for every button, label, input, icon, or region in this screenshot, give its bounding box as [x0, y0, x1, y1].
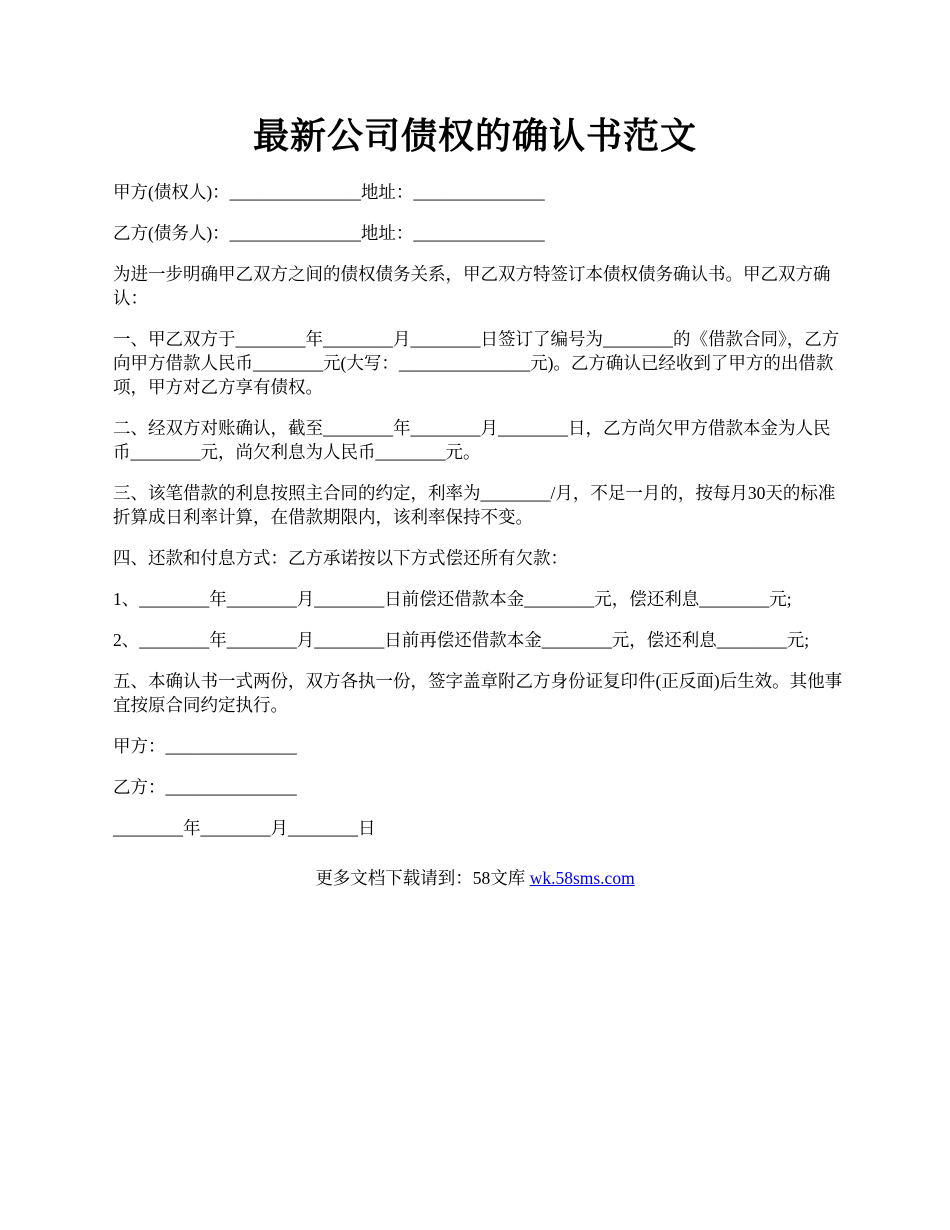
clause-3: 三、该笔借款的利息按照主合同的约定，利率为________/月，不足一月的，按每月30天的标准折算成日利率计算，在借款期限内，该利率保持不变。: [113, 483, 836, 527]
clause-2: 二、经双方对账确认，截至________年________月________日，乙方尚欠甲方借款本金为人民币________元，尚欠利息为人民币________元。: [113, 418, 831, 462]
signature-party-b: 乙方：_______________: [113, 777, 297, 797]
clause-5: 五、本确认书一式两份，双方各执一份，签字盖章附乙方身份证复印件(正反面)后生效。其他事宜按原合同约定执行。: [113, 671, 843, 715]
signature-date: ________年________月________日: [113, 818, 376, 838]
download-footer: [0, 866, 950, 890]
footer-prefix: 更多文档下载请到：58文库: [315, 868, 526, 888]
footer-link[interactable]: wk.58sms.com: [529, 868, 635, 888]
document-title: 最新公司债权的确认书范文: [252, 116, 697, 157]
signature-party-a: 甲方：_______________: [113, 736, 297, 756]
clause-4: 四、还款和付息方式：乙方承诺按以下方式偿还所有欠款：: [113, 548, 568, 568]
intro-paragraph: 为进一步明确甲乙双方之间的债权债务关系，甲乙双方特签订本债权债务确认书。甲乙双方确认：: [113, 264, 831, 308]
clause-1: 一、甲乙双方于________年________月________日签订了编号为________的《借款合同》，乙方向甲方借款人民币________元(大写：_______________元)。乙方确认已经收到了甲方的出借款项，甲方对乙方享有债权。: [113, 329, 840, 397]
party-a-line: 甲方(债权人)：_______________地址：_______________: [113, 182, 545, 202]
repayment-item-2: 2、________年________月________日前再偿还借款本金________元，偿还利息________元;: [113, 630, 810, 650]
party-b-line: 乙方(债务人)：_______________地址：_______________: [113, 223, 545, 243]
document-body: [113, 180, 843, 857]
repayment-item-1: 1、________年________月________日前偿还借款本金________元，偿还利息________元;: [113, 589, 792, 609]
